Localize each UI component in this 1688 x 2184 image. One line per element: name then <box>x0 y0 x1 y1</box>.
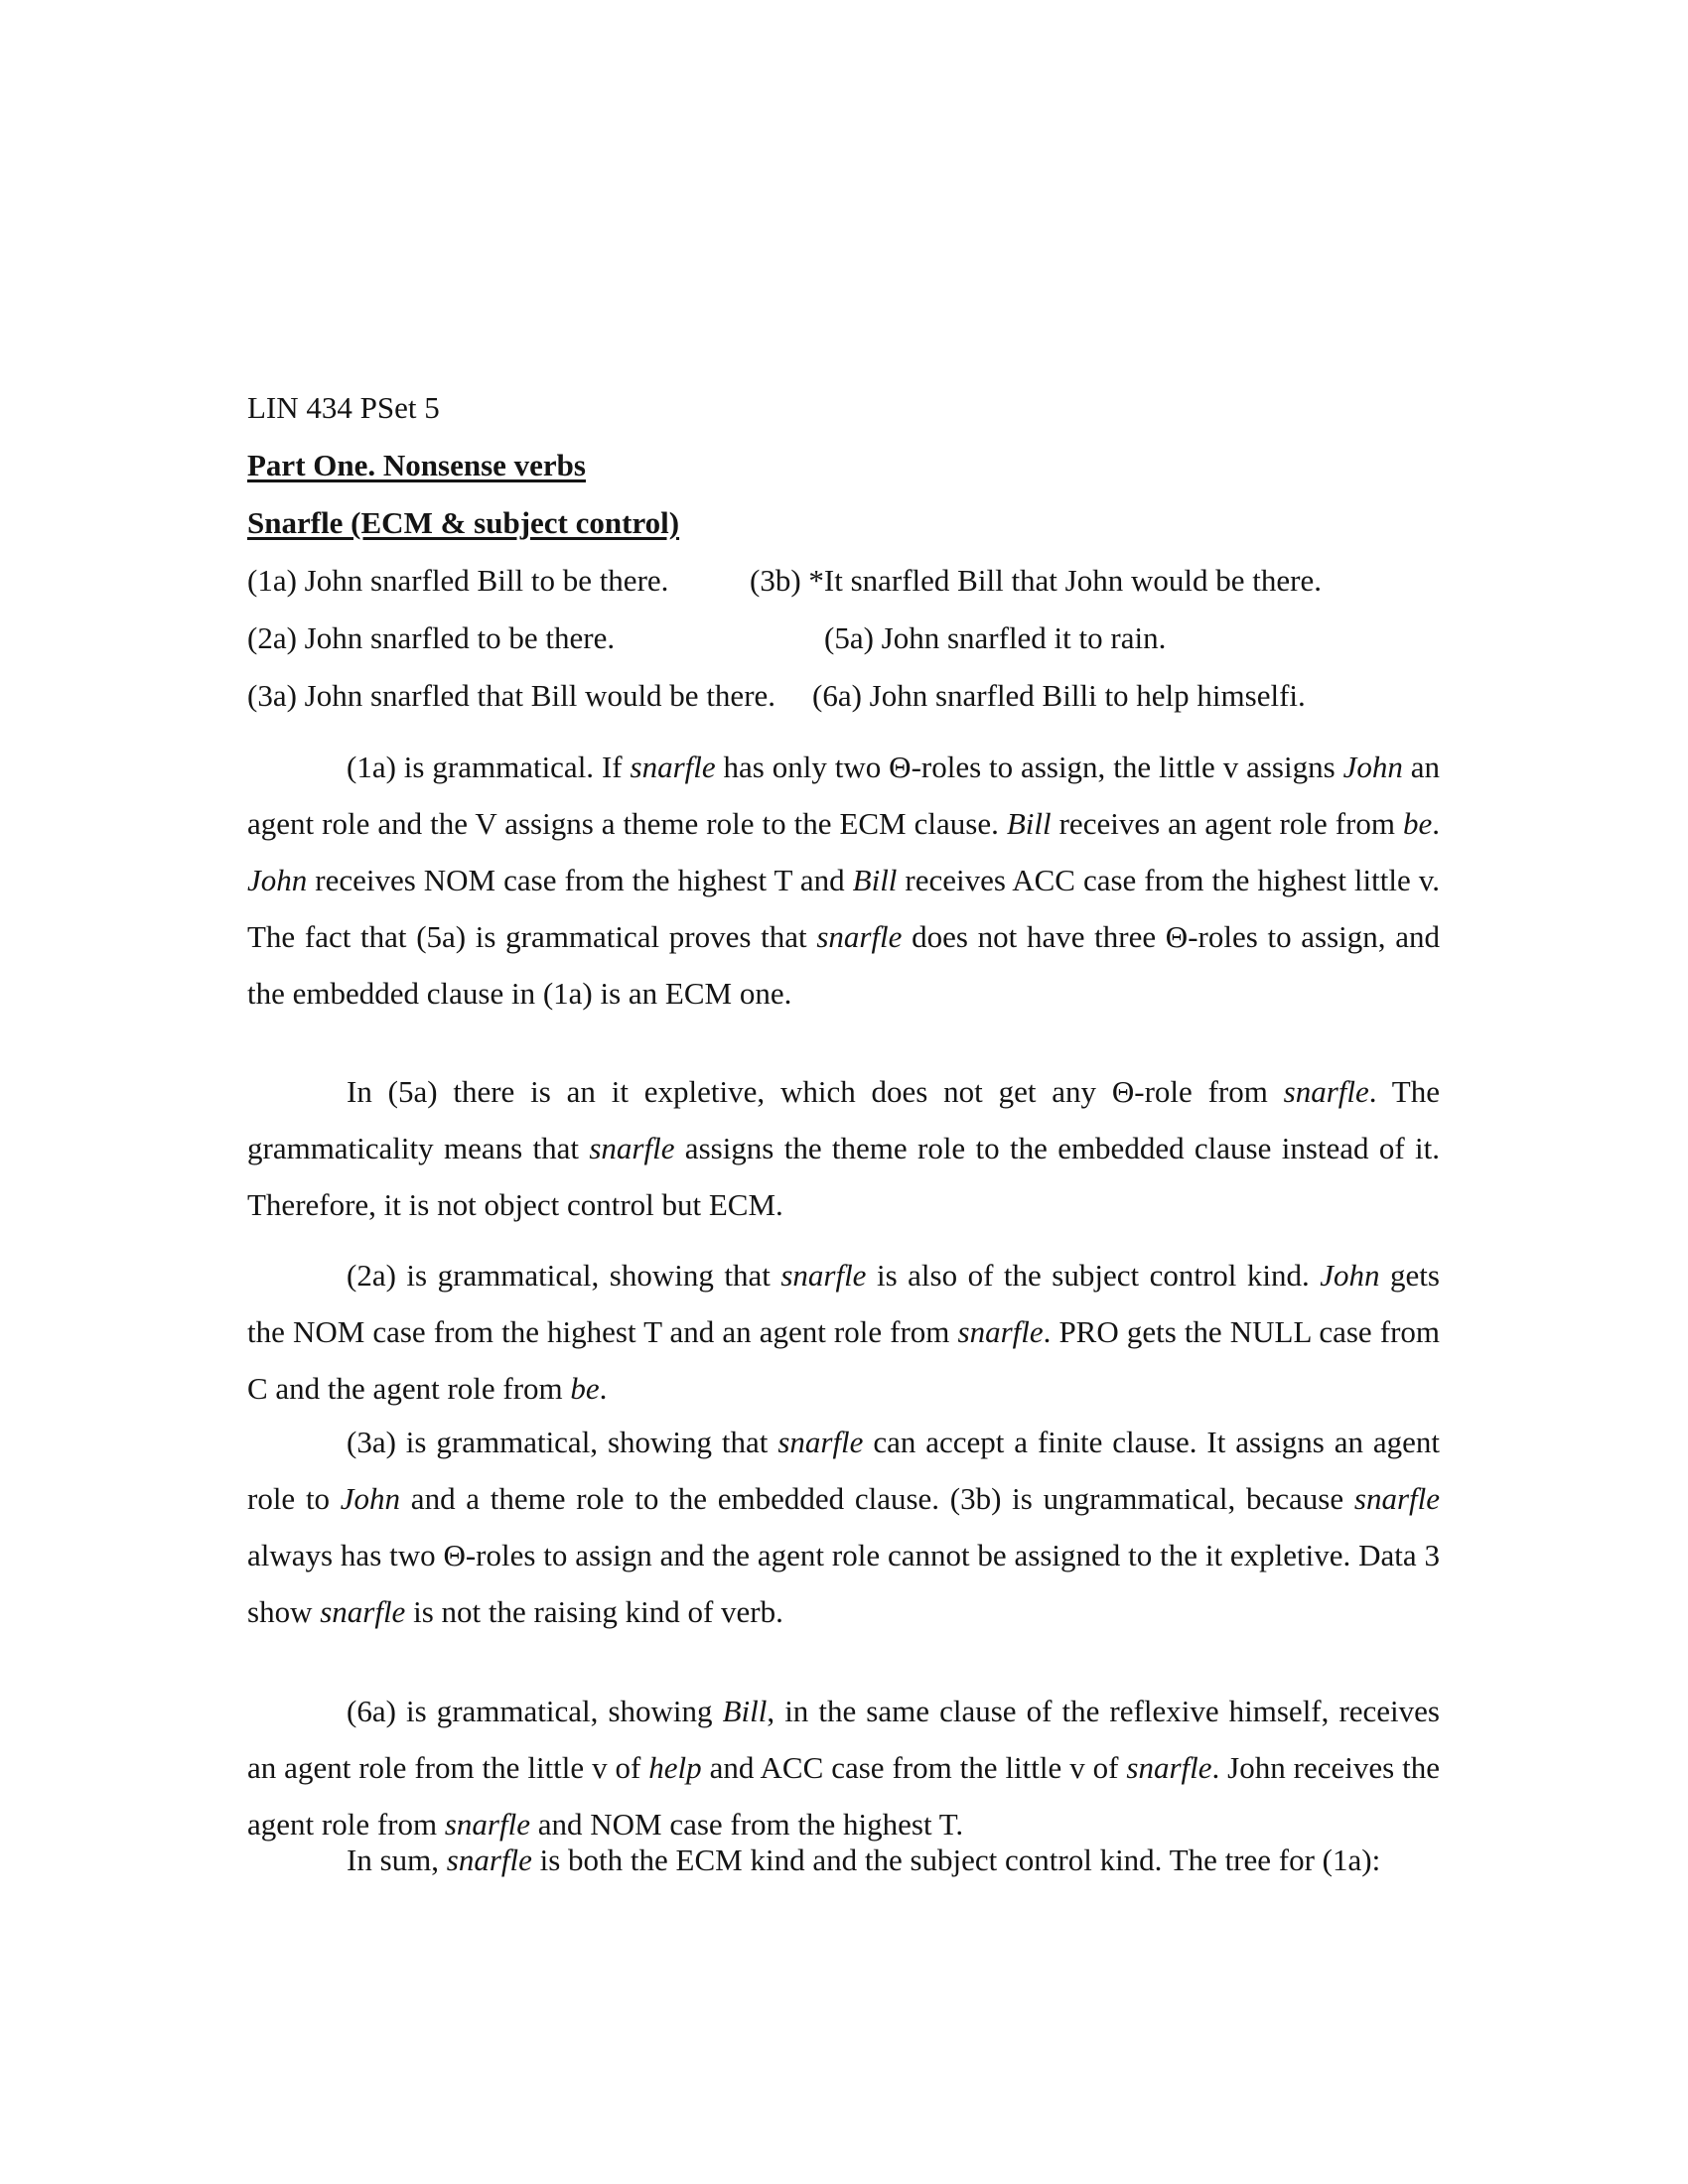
course-heading: LIN 434 PSet 5 <box>247 390 440 425</box>
part-title: Part One. Nonsense verbs <box>247 448 586 482</box>
paragraph-2a-analysis: (2a) is grammatical, showing that snarfle is also of the subject control kind. John gets the NOM case from the highest T and an agent role from snarfle. PRO gets the NULL case from C and the agent role from be. <box>247 1258 1441 1406</box>
example-6a: (6a) John snarfled Billi to help himselfi. <box>812 678 1306 713</box>
paragraph-6a-analysis: (6a) is grammatical, showing Bill, in the same clause of the reflexive himself, receives an agent role from the little v of help and ACC case from the little v of snarfle. John receives the agent role from snarfle and NOM case from the highest T. <box>247 1694 1440 1842</box>
example-5a: (5a) John snarfled it to rain. <box>824 620 1167 655</box>
example-3b: (3b) *It snarfled Bill that John would be there. <box>750 563 1322 598</box>
section-title: Snarfle (ECM & subject control) <box>247 505 680 540</box>
example-2a: (2a) John snarfled to be there. <box>247 620 616 655</box>
paragraph-5a-analysis: In (5a) there is an it expletive, which does not get any Θ-role from snarfle. The grammaticality means that snarfle assigns the theme role to the embedded clause instead of it. Therefore, it is not object control but ECM. <box>247 1074 1441 1222</box>
paragraph-1a-analysis: (1a) is grammatical. If snarfle has only two Θ-roles to assign, the little v assigns John an agent role and the V assigns a theme role to the ECM clause. Bill receives an agent role from be. John receives NOM case from the highest T and Bill receives ACC case from the highest little v. The fact that (5a) is grammatical proves that snarfle does not have three Θ-roles to assign, and the embedded clause in (1a) is an ECM one. <box>247 750 1441 1011</box>
example-1a: (1a) John snarfled Bill to be there. <box>247 563 669 598</box>
example-3a: (3a) John snarfled that Bill would be there. <box>247 678 776 713</box>
paragraph-summary: In sum, snarfle is both the ECM kind and the subject control kind. The tree for (1a): <box>347 1843 1381 1877</box>
paragraph-3a-analysis: (3a) is grammatical, showing that snarfle can accept a finite clause. It assigns an agent role to John and a theme role to the embedded clause. (3b) is ungrammatical, because snarfle always has two Θ-roles to assign and the agent role cannot be assigned to the it expletive. Data 3 show snarfle is not the raising kind of verb. <box>247 1425 1440 1629</box>
